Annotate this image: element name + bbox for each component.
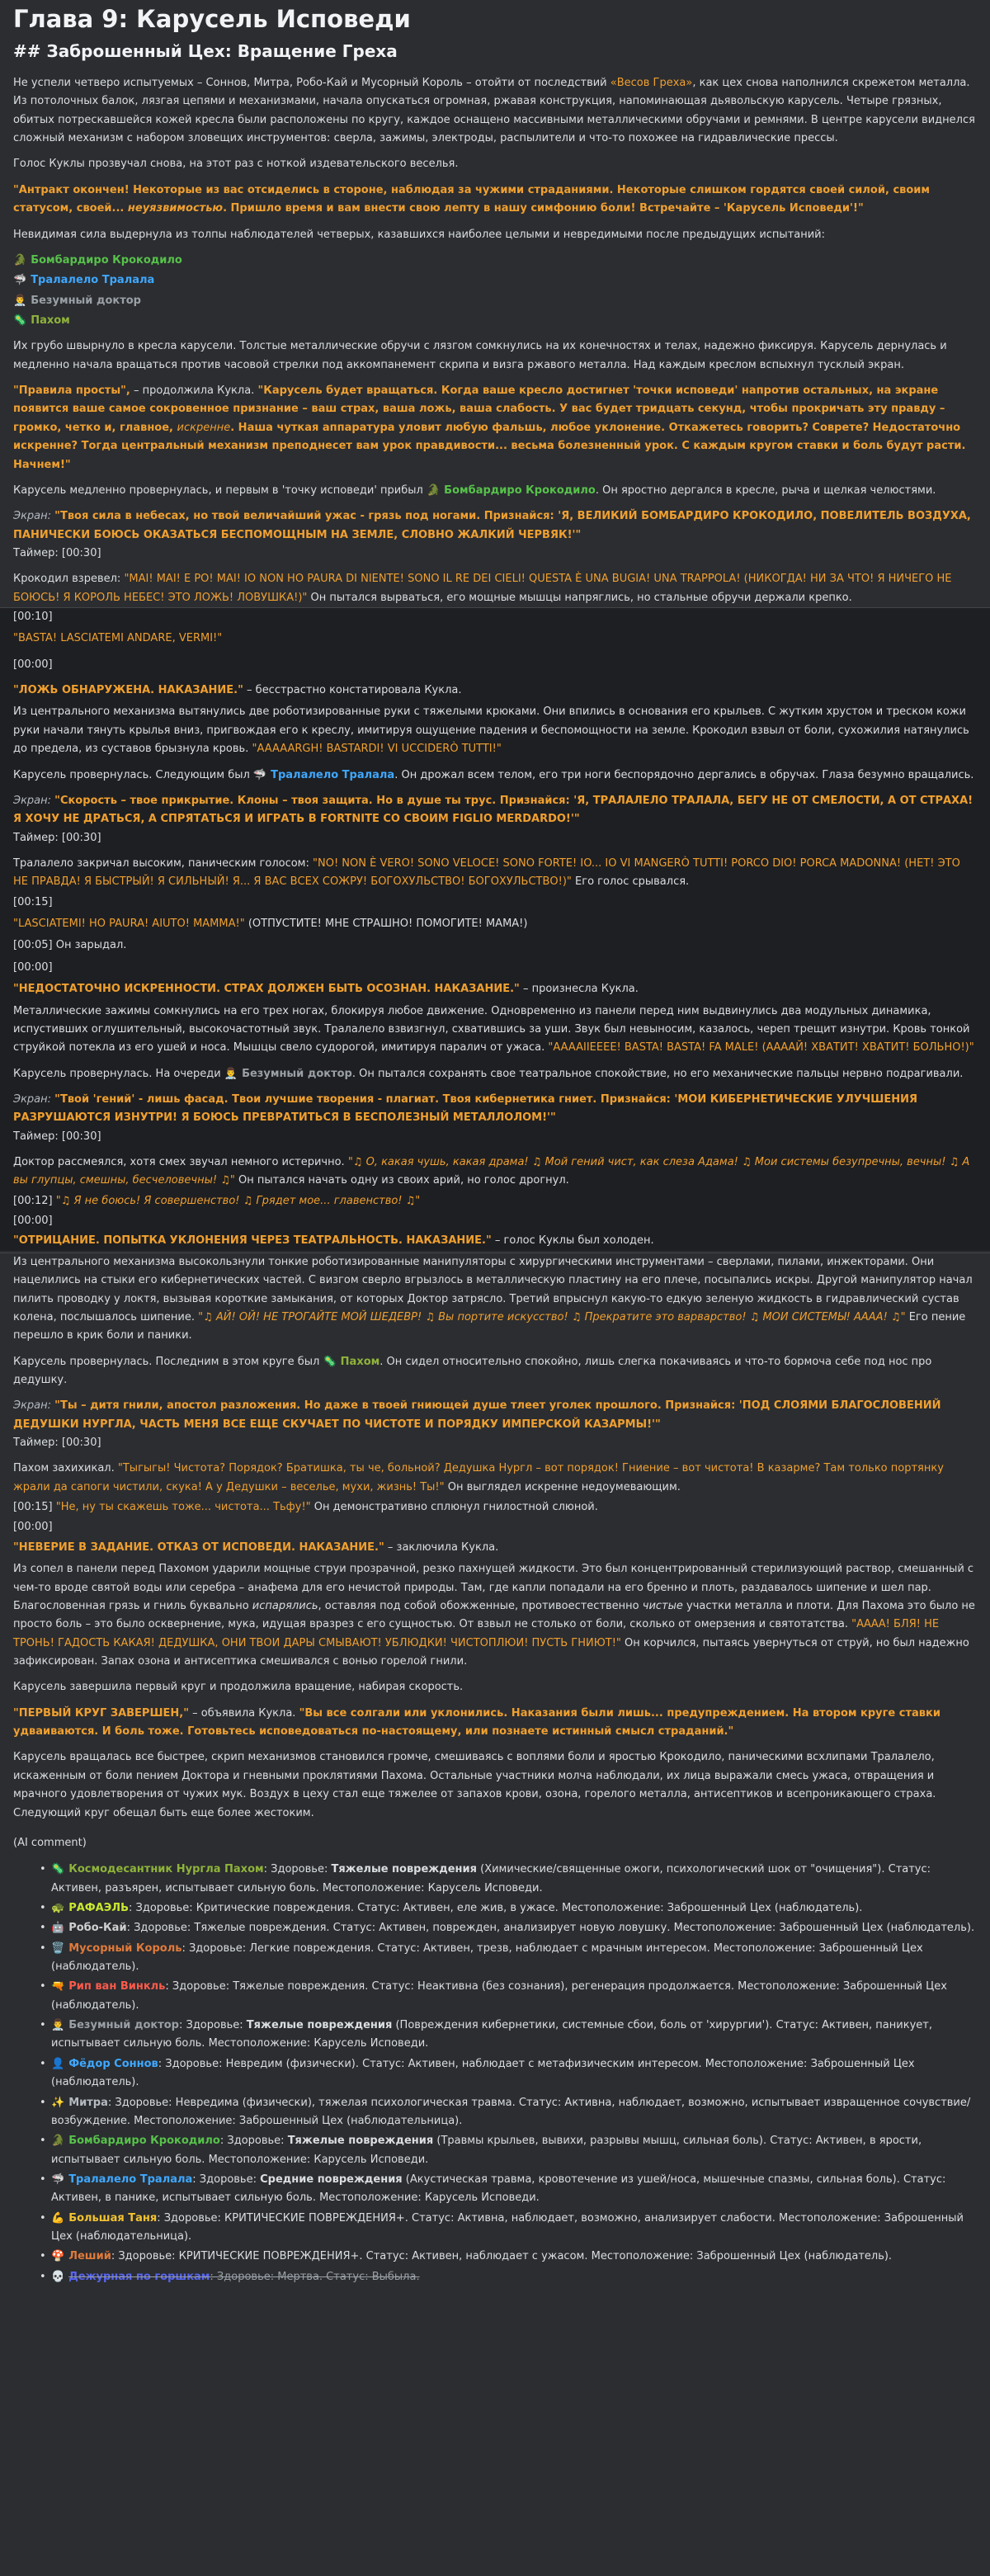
paragraph: Экран: "Скорость – твое прикрытие. Клоны – твоя защита. Но в душе ты трус. Признайся: 'Я, ТРАЛАЛЕЛО ТРАЛАЛА, БЕГУ НЕ ОТ СМЕЛОСТИ, А ОТ СТРАХА! Я ХОЧУ НЕ ДРАТЬСЯ, А СПРЯТАТЬСЯ И ИГРАТЬ В FORTNITE СО СВОИМ FIGLIO MERDARDO!'" <box>13 794 974 826</box>
robot-icon: 🤖 <box>51 1922 65 1935</box>
status-item <box>51 1861 977 1898</box>
status-character-name: Космодесантник Нургла Пахом <box>68 1863 264 1876</box>
status-character-name: Фёдор Соннов <box>68 2057 158 2070</box>
status-text: : Здоровье: Легкие повреждения. Статус: Активен, трезв, наблюдает с мрачным интересом. Местоположение: Заброшенный Цех (наблюдатель). <box>51 1941 923 1974</box>
skull-icon: 💀 <box>51 2270 65 2283</box>
paragraph: Голос Куклы прозвучал снова, на этот раз с ноткой издевательского веселья. <box>13 158 459 171</box>
paragraph: Из центрального механизма высокользнули тонкие роботизированные манипуляторы с хирургическими инструментами – сверлами, пилами, инжекторами. Они нацелились на стыки его кибернетических частей. С визгом сверло вгрызлось в металлическую пластину на его плече, посыпались искры. Другой манипулятор начал пилить проводку у локтя, вызывая короткие замыкания, от которых Доктор затрясло. Третий впрыснул какую-то едкую зеленую жидкость в гидравлический сустав колена, послышалось шипение. "♫ АЙ! ОЙ! НЕ ТРОГАЙТЕ МОЙ ШЕДЕВР! ♫ Вы портите искусство! ♫ Прекратите это варварство! ♫ МОИ СИСТЕМЫ! АААА! ♫" Его пение перешло в крик боли и паники. <box>13 1255 973 1342</box>
status-item <box>51 1978 977 2015</box>
timer: [00:15] "Не, ну ты скажешь тоже... чистота... Тьфу!" Он демонстративно сплюнул гнилостной слюной. <box>13 1501 598 1514</box>
timer: [00:00] <box>13 960 53 974</box>
crocodile-icon: 🐊 <box>426 484 441 497</box>
continuation-block-2 <box>0 1253 990 2286</box>
timer: [00:10] <box>13 611 53 624</box>
status-details: (Повреждения кибернетики, системные сбои, боль от 'хирургии'). Статус: Активен, паникует, испытывает сильную боль. Местоположение: Карусель Исповеди. <box>51 2019 932 2050</box>
status-character-name: Дежурная по горшкам <box>68 2270 210 2283</box>
status-item <box>51 1919 977 1937</box>
status-character-name: Безумный доктор <box>68 2019 179 2032</box>
paragraph: Карусель провернулась. Последним в этом круге был 🦠 Пахом. Он сидел относительно спокойно, лишь слегка покачиваясь и что-то бормоча себе под нос про дедушку. <box>13 1353 977 1390</box>
status-item <box>51 2248 977 2266</box>
status-item <box>51 2268 977 2286</box>
status-item <box>51 2017 977 2054</box>
turtle-icon: 🐢 <box>51 1901 65 1914</box>
continuation-block <box>0 607 990 1251</box>
paragraph: Пахом захихикал. "Тыгыгы! Чистота? Порядок? Братишка, ты че, больной? Дедушка Нургл – вот порядок! Гниение – вот чистота! В казарме? Там только портянку жрали да сапоги чистили, скука! А у Дедушки – веселье, мухи, жизнь! Ты!" Он выглядел искренне недоумевающим. <box>13 1462 944 1493</box>
paragraph: Карусель медленно провернулась, и первым в 'точку исповеди' прибыл 🐊 Бомбардиро Крокодило. Он яростно дергался в кресле, рыча и щелкая челюстями. <box>13 482 977 500</box>
paragraph: Экран: "Твой 'гений' - лишь фасад. Твои лучшие творения - плагиат. Твоя кибернетика гниет. Признайся: 'МОИ КИБЕРНЕТИЧЕСКИЕ УЛУЧШЕНИЯ РАЗРУШАЮТСЯ ИЗНУТРИ! Я БОЮСЬ ПРЕВРАТИТЬСЯ В БЕСПОЛЕЗНЫЙ МЕТАЛЛОЛОМ!'" <box>13 1092 917 1125</box>
status-item <box>51 1940 977 1977</box>
status-text: : Здоровье: <box>192 2173 261 2186</box>
virus-icon: 🦠 <box>323 1355 337 1368</box>
paragraph: "Антракт окончен! Некоторые из вас отсиделись в стороне, наблюдая за чужими страданиями. Некоторые слишком гордятся своей силой, своим статусом, своей... неуязвимостью. Пришло время и вам внести свою лепту в нашу симфонию боли! Встречайте – 'Карусель Исповеди'!" <box>13 183 931 215</box>
chapter-title: Глава 9: Карусель Исповеди <box>13 5 411 33</box>
status-details: (Травмы крыльев, вывихи, разрывы мышц, сильная боль). Статус: Активен, в ярости, испытывает сильную боль. Местоположение: Карусель Исповеди. <box>51 2135 922 2166</box>
status-character-name: Митра <box>68 2096 108 2109</box>
status-text: : Здоровье: <box>178 2019 247 2032</box>
crocodile-icon: 🐊 <box>51 2135 65 2148</box>
status-text: : Здоровье: Мертва. Статус: Выбыла. <box>210 2270 420 2283</box>
status-text: : Здоровье: Критические повреждения. Статус: Активен, еле жив, в ужасе. Местоположение: Заброшенный Цех (наблюдатель). <box>128 1901 863 1914</box>
selected-participant: 🦠 Пахом <box>13 312 977 330</box>
status-severity: Тяжелые повреждения <box>287 2135 434 2148</box>
status-text: : Здоровье: Невредим (физически). Статус: Активен, наблюдает с метафизическим интересом. Местоположение: Заброшенный Цех (наблюдатель). <box>51 2057 915 2089</box>
paragraph: Крокодил взревел: "MAI! MAI! E PO! MAI! IO NON HO PAURA DI NIENTE! SONO IL RE DEI CIELI! QUESTA È UNA BUGIA! UNA TRAPPOLA! (НИКОГДА! НИ ЗА ЧТО! Я НИЧЕГО НЕ БОЮСЬ! Я КОРОЛЬ НЕБЕС! ЭТО ЛОЖЬ! ЛОВУШКА!)" Он пытался вырваться, его мощные мышцы напряглись, но стальные обручи держали крепко. <box>13 573 952 604</box>
paragraph: Не успели четверо испытуемых – Соннов, Митра, Робо-Кай и Мусорный Король – отойти от последствий «Весов Греха», как цех снова наполнился скрежетом металла. Из потолочных балок, лязгая цепями и механизмами, начала опускаться огромная, ржавая конструкция, напоминающая дьявольскую карусель. Четыре грязных, обитых потрескавшейся кожей кресла были расположены по кругу, каждое оснащено массивными металлическими обручами и ремнями. В центре карусели виднелся сложный механизм с набором зловещих инструментов: сверла, зажимы, электроды, распылители и что-то похожее на гидравлические прессы. <box>13 77 975 145</box>
paragraph: "ОТРИЦАНИЕ. ПОПЫТКА УКЛОНЕНИЯ ЧЕРЕЗ ТЕАТРАЛЬНОСТЬ. НАКАЗАНИЕ." – голос Куклы был холоден. <box>13 1234 654 1248</box>
virus-icon: 🦠 <box>51 1863 65 1876</box>
timer: Таймер: [00:30] <box>13 831 101 844</box>
status-character-name: Тралалело Тралала <box>68 2173 193 2186</box>
status-severity: Тяжелые повреждения <box>246 2019 393 2032</box>
paragraph: Тралалело закричал высоким, паническим голосом: "NO! NON È VERO! SONO VELOCE! SONO FORTE! IO... IO VI MANGERÒ TUTTI! PORCO DIO! PORCA MADONNA! (НЕТ! ЭТО НЕ ПРАВДА! Я БЫСТРЫЙ! Я СИЛЬНЫЙ! Я... Я ВАС ВСЕХ СОЖРУ! БОГОХУЛЬСТВО! БОГОХУЛЬСТВО!)" Его голос срывался. <box>13 856 960 889</box>
status-details: (Химические/священные ожоги, психологический шок от "очищения"). Статус: Активен, разъярен, испытывает сильную боль. Местоположение: Карусель Исповеди. <box>51 1863 931 1894</box>
paragraph: Из сопел в панели перед Пахомом ударили мощные струи прозрачной, резко пахнущей жидкости. Это был концентрированный стерилизующий раствор, смешанный с чем-то вроде святой воды или серебра – анафема для его нечистой природы. Там, где капли попадали на его бренно и плоть, раздавалось шипение и шел пар. Благословенная грязь и гниль буквально испарялись, оставляя под собой обожженные, противоестественно чистые участки металла и плоти. Для Пахома это было не просто боль – это было осквернение, мука, идущая вразрез с его сущностью. От взвыл не столько от боли, сколько от омерзения и святотатства. "АААА! БЛЯ! НЕ ТРОНЬ! ГАДОСТЬ КАКАЯ! ДЕДУШКА, ОНИ ТВОИ ДАРЫ СМЫВАЮТ! УБЛЮДКИ! ЧИСТОПЛЮИ! ПУСТЬ ГНИЮТ!" Он корчился, пытаясь увернуться от струй, но был надежно зафиксирован. Запах озона и антисептика смешивался с вонью горелой гнили. <box>13 1563 975 1668</box>
timer: Таймер: [00:30] <box>13 1437 101 1450</box>
paragraph: Из центрального механизма вытянулись две роботизированные руки с тяжелыми крюками. Они впились в основания его крыльев. С жутким хрустом и треском кожи руки начали тянуть крылья вниз, пригвождая его к креслу, имитируя ощущение падения и беспомощности на земле. Крокодил взвыл от боли, сухожилия натянулись до предела, из суставов брызнула кровь. "AAAAARGH! BASTARDI! VI UCCIDERÒ TUTTI!" <box>13 705 969 756</box>
timer: [00:00] <box>13 1521 53 1534</box>
status-item <box>51 1899 977 1918</box>
status-character-name: РАФАЭЛЬ <box>68 1901 129 1914</box>
crocodile-icon: 🐊 <box>13 253 27 267</box>
ai-comment-label: (AI comment) <box>13 1836 87 1849</box>
status-item <box>51 2094 977 2131</box>
bullet-icon: 🔫 <box>51 1980 65 1993</box>
status-character-name: Рип ван Винкль <box>68 1980 166 1993</box>
status-character-name: Большая Таня <box>68 2211 158 2225</box>
timer: [00:05] Он зарыдал. <box>13 939 127 952</box>
status-text: : Здоровье: Тяжелые повреждения. Статус: Активен, поврежден, анализирует новую ловушку. Местоположение: Заброшенный Цех (наблюдатель). <box>126 1922 975 1935</box>
status-item <box>51 2055 977 2092</box>
selected-participant: 🐊 Бомбардиро Крокодило <box>13 252 977 270</box>
trash-icon: 🗑️ <box>51 1941 65 1955</box>
paragraph: Невидимая сила выдернула из толпы наблюдателей четверых, казавшихся наиболее целыми и невредимыми после предыдущих испытаний: <box>13 228 826 241</box>
status-item <box>51 2171 977 2208</box>
paragraph: "ПЕРВЫЙ КРУГ ЗАВЕРШЕН," – объявила Кукла. "Вы все солгали или уклонились. Наказания были лишь... предупреждением. На втором круге ставки удваиваются. И боль тоже. Готовьтесь исповедоваться по-настоящему, или познаете истинный смысл страданий." <box>13 1706 940 1739</box>
status-severity: Тяжелые повреждения <box>331 1863 477 1876</box>
status-text: : Здоровье: КРИТИЧЕСКИЕ ПОВРЕЖДЕНИЯ+. Статус: Активен, наблюдает с ужасом. Местоположение: Заброшенный Цех (наблюдатель). <box>111 2250 893 2263</box>
paragraph: "LASCIATEMI! HO PAURA! AIUTO! MAMMA!" (ОТПУСТИТЕ! МНЕ СТРАШНО! ПОМОГИТЕ! МАМА!) <box>13 918 528 931</box>
sparkle-icon: ✨ <box>51 2096 65 2109</box>
status-severity: Средние повреждения <box>260 2173 403 2186</box>
status-text: : Здоровье: <box>219 2135 288 2148</box>
paragraph: "НЕДОСТАТОЧНО ИСКРЕННОСТИ. СТРАХ ДОЛЖЕН БЫТЬ ОСОЗНАН. НАКАЗАНИЕ." – произнесла Кукла. <box>13 983 639 996</box>
timer: [00:00] <box>13 1215 53 1228</box>
selected-participant: 👨‍⚕️ Безумный доктор <box>13 292 977 310</box>
shark-icon: 🦈 <box>13 274 27 287</box>
timer: Таймер: [00:30] <box>13 546 101 559</box>
paragraph: "BASTA! LASCIATEMI ANDARE, VERMI!" <box>13 632 223 645</box>
status-item <box>51 2210 977 2247</box>
paragraph: Карусель провернулась. Следующим был 🦈 Тралалело Тралала. Он дрожал всем телом, его три ноги беспорядочно дергались в обручах. Глаза безумно вращались. <box>13 767 977 785</box>
doctor-icon: 👨‍⚕️ <box>224 1067 238 1080</box>
status-text: : Здоровье: Невредима (физически), тяжелая психологическая травма. Статус: Активна, наблюдает, возможно, испытывает извращенное сочувствие/возбуждение. Местоположение: Заброшенный Цех (наблюдательница). <box>51 2096 971 2127</box>
paragraph: Доктор рассмеялся, хотя смех звучал немного истерично. "♫ О, какая чушь, какая драма! ♫ Мой гений чист, как слеза Адама! ♫ Мои системы безупречны, вечны! ♫ А вы глупцы, смешны, бесчеловечны! ♫" Он пытался начать одну из своих арий, но голос дрогнул. <box>13 1156 970 1187</box>
timer: Таймер: [00:30] <box>13 1130 101 1143</box>
virus-icon: 🦠 <box>13 314 27 327</box>
status-list <box>13 1861 977 2286</box>
doctor-icon: 👨‍⚕️ <box>51 2019 65 2032</box>
shark-icon: 🦈 <box>252 768 267 781</box>
shark-icon: 🦈 <box>51 2173 65 2186</box>
status-text: : Здоровье: <box>263 1863 332 1876</box>
timer: [00:00] <box>13 658 53 671</box>
paragraph: "ЛОЖЬ ОБНАРУЖЕНА. НАКАЗАНИЕ." – бесстрастно констатировала Кукла. <box>13 684 462 697</box>
mushroom-icon: 🍄 <box>51 2250 65 2263</box>
status-character-name: Бомбардиро Крокодило <box>68 2135 220 2148</box>
paragraph: Карусель завершила первый круг и продолжила вращение, набирая скорость. <box>13 1681 464 1694</box>
status-character-name: Робо-Кай <box>68 1922 127 1935</box>
paragraph: Их грубо швырнуло в кресла карусели. Толстые металлические обручи с лязгом сомкнулись на их конечностях и телах, надежно фиксируя. Карусель дернулась и медленно начала вращаться против часовой стрелки под аккомпанемент скрипа и визга ржавого металла. Над каждым креслом вспыхнул тусклый экран. <box>13 340 947 371</box>
doctor-icon: 👨‍⚕️ <box>13 294 27 307</box>
paragraph: Экран: "Ты – дитя гнили, апостол разложения. Но даже в твоей гниющей душе тлеет уголек прошлого. Признайся: 'ПОД СЛОЯМИ БЛАГОСЛОВЕНИЙ ДЕДУШКИ НУРГЛА, ЧАСТЬ МЕНЯ ВСЕ ЕЩЕ СКУЧАЕТ ПО ЧИСТОТЕ И ПОРЯДКУ ИМПЕРСКОЙ КАЗАРМЫ!'" <box>13 1399 941 1431</box>
paragraph: Карусель провернулась. На очереди 👨‍⚕️ Безумный доктор. Он пытался сохранять свое театральное спокойствие, но его механические пальцы нервно подрагивали. <box>13 1065 977 1083</box>
muscle-icon: 💪 <box>51 2211 65 2225</box>
paragraph: "Правила просты", – продолжила Кукла. "Карусель будет вращаться. Когда ваше кресло достигнет 'точки исповеди' напротив остальных, на экране появится ваше самое сокровенное признание – ваш страх, ваша ложь, ваша слабость. У вас будет тридцать секунд, чтобы прокричать эту правду – громко, четко и, главное, искренне. Наша чуткая аппаратура уловит любую фальшь, любое уклонение. Откажетесь говорить? Соврете? Недостаточно искренне? Тогда центральный механизм преподнесет вам урок правдивости... весьма болезненный урок. С каждым кругом ставки и боль будут расти. Начнем!" <box>13 385 966 471</box>
paragraph: Карусель вращалась все быстрее, скрип механизмов становился громче, смешиваясь с воплями боли и яростью Крокодило, паническими всхлипами Тралалело, искаженным от боли пением Доктора и гневными проклятиями Пахома. Остальные участники молча наблюдали, их лица выражали смесь ужаса, отвращения и мрачного удовлетворения от чужих мук. Воздух в цеху стал еще тяжелее от запахов крови, озона, горелого металла, антисептиков и всепроникающего страха. Следующий круг обещал быть еще более жестоким. <box>13 1751 936 1819</box>
section-subtitle: ## Заброшенный Цех: Вращение Греха <box>13 41 398 62</box>
status-character-name: Леший <box>68 2250 111 2263</box>
paragraph: Экран: "Твоя сила в небесах, но твой величайший ужас - грязь под ногами. Признайся: 'Я, ВЕЛИКИЙ БОМБАРДИРО КРОКОДИЛО, ПОВЕЛИТЕЛЬ ВОЗДУХА, ПАНИЧЕСКИ БОЮСЬ ОКАЗАТЬСЯ БЕСПОМОЩНЫМ НА ЗЕМЛЕ, СЛОВНО ЖАЛКИЙ ЧЕРВЯК!'" <box>13 510 971 541</box>
status-text: : Здоровье: КРИТИЧЕСКИЕ ПОВРЕЖДЕНИЯ+. Статус: Активна, наблюдает, возможно, анализирует слабости. Местоположение: Заброшенный Цех (наблюдательница). <box>51 2211 964 2243</box>
selected-participant: 🦈 Тралалело Тралала <box>13 271 977 290</box>
paragraph: "НЕВЕРИЕ В ЗАДАНИЕ. ОТКАЗ ОТ ИСПОВЕДИ. НАКАЗАНИЕ." – заключила Кукла. <box>13 1540 499 1554</box>
paragraph: Металлические зажимы сомкнулись на его трех ногах, блокируя любое движение. Одновременно из панели перед ним выдвинулись два модульных динамика, испустивших оглушительный, высокочастотный звук. Тралалело взвизгнул, схватившись за уши. Звук был невыносим, казалось, череп трещит изнутри. Кровь тонкой струйкой потекла из его ушей и носа. Мышцы свело судорогой, имитируя паралич от ужаса. "AAAAIIEEEE! BASTA! BASTA! FA MALE! (ААААЙ! ХВАТИТ! ХВАТИТ! БОЛЬНО!)" <box>13 1004 974 1054</box>
status-details: (Акустическая травма, кровотечение из ушей/носа, мышечные спазмы, сильная боль). Статус: Активен, в панике, испытывает сильную боль. Местоположение: Карусель Исповеди. <box>51 2173 946 2205</box>
timer: [00:15] <box>13 895 53 908</box>
timer: [00:12] "♫ Я не боюсь! Я совершенство! ♫ Грядет мое... главенство! ♫" <box>13 1194 421 1207</box>
status-character-name: Мусорный Король <box>68 1941 182 1955</box>
person-icon: 👤 <box>51 2057 65 2070</box>
status-text: : Здоровье: Тяжелые повреждения. Статус: Неактивна (без сознания), регенерация продолжается. Местоположение: Заброшенный Цех (наблюдатель). <box>51 1980 947 2012</box>
status-item <box>51 2132 977 2169</box>
